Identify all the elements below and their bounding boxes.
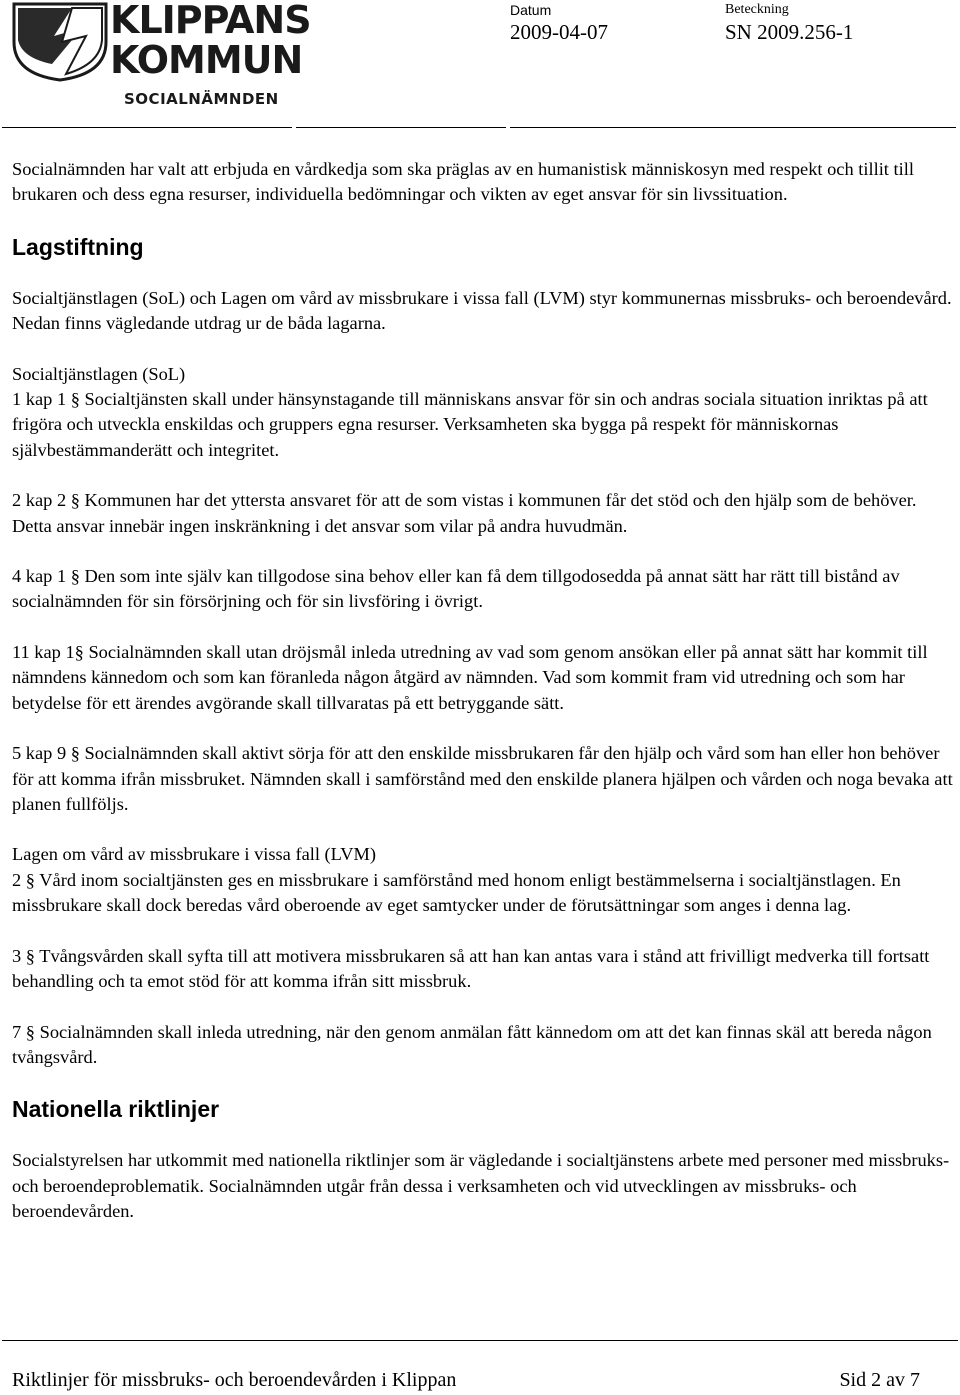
footer-document-title: Riktlinjer för missbruks- och beroendevården i Klippan [12, 1369, 457, 1391]
lagstiftning-paragraph: Socialtjänstlagen (SoL) och Lagen om vård av missbrukare i vissa fall (LVM) styr kommunernas missbruks- och beroendevård. Nedan finns vägledande utdrag ur de båda lagarna. [12, 287, 952, 334]
sol-5kap9-paragraph: 5 kap 9 § Socialnämnden skall aktivt sörja för att den enskilde missbrukaren får den hjälp och vård som han eller hon behöver för att komma ifrån missbruket. Nämnden skall i samförstånd med den enskilde planera hjälpen och vården och noga bevaka att planen fullföljs. [12, 743, 953, 814]
lvm-2-paragraph: 2 § Vård inom socialtjänsten ges en missbrukare i samförstånd med honom enligt bestämmelserna i socialtjänstlagen. En missbrukare skall dock beredas vård oberoende av eget samtycker under de förutsättningar som anges i denna lag. [12, 869, 901, 916]
sol-11kap1-paragraph: 11 kap 1§ Socialnämnden skall utan dröjsmål inleda utredning av vad som genom ansökan eller på annat sätt har kommit till nämndens kännedom och som kan föranleda någon åtgärd av nämnden. Vad som kommit fram vid utredning och som har betydelse för ett ärendes avgörande skall tillvaratas på ett betryggande sätt. [12, 642, 928, 713]
intro-paragraph: Socialnämnden har valt att erbjuda en vårdkedja som ska präglas av en humanistisk människosyn med respekt och tillit till brukaren och dess egna resurser, individuella bedömningar och vikten av eget ansvar för sin livssituation. [12, 159, 914, 205]
sol-title: Socialtjänstlagen (SoL) [12, 363, 186, 384]
reference-value: SN 2009.256-1 [725, 20, 854, 44]
sol-1kap1-paragraph: 1 kap 1 § Socialtjänsten skall under hänsynstagande till människans ansvar för sin och andras sociala situation inriktas på att frigöra och utveckla enskildas och gruppers egna resurser. Verksamheten ska bygga på respekt för människornas självbestämmanderätt och integritet. [12, 389, 928, 460]
nationella-paragraph: Socialstyrelsen har utkommit med nationella riktlinjer som är vägledande i socialtjänstens arbete med personer med missbruks- och beroendeproblematik. Socialnämnden utgår från dessa i verksamheten och vid utvecklingen av missbruks- och beroendevården. [12, 1150, 950, 1221]
header-rule-right [510, 127, 956, 128]
logo-line-klippans: KLIPPANS [110, 0, 311, 42]
sol-2kap2-paragraph: 2 kap 2 § Kommunen har det yttersta ansvaret för att de som vistas i kommunen får det stöd och den hjälp som de behöver. Detta ansvar innebär ingen inskränkning i det ansvar som vilar på andra huvudmän. [12, 490, 917, 536]
date-value: 2009-04-07 [510, 20, 608, 44]
document-body [12, 157, 954, 1250]
municipal-emblem-icon [12, 2, 108, 82]
date-label: Datum [510, 2, 552, 18]
logo-line-kommun: KOMMUN [110, 38, 303, 82]
footer-page-number: Sid 2 av 7 [839, 1369, 920, 1391]
footer-rule [2, 1340, 958, 1341]
lvm-7-paragraph: 7 § Socialnämnden skall inleda utredning, när den genom anmälan fått kännedom om att det kan finnas skäl att bereda någon tvångsvård. [12, 1021, 932, 1067]
header-rule-left [2, 127, 292, 128]
heading-nationella-riktlinjer: Nationella riktlinjer [12, 1096, 220, 1123]
reference-label: Beteckning [725, 2, 789, 17]
klippans-kommun-logo [12, 0, 311, 112]
logo-subtitle: SOCIALNÄMNDEN [124, 90, 279, 108]
header-rule-middle [296, 127, 506, 128]
lvm-3-paragraph: 3 § Tvångsvården skall syfta till att motivera missbrukaren så att han kan antas vara i stånd att frivilligt medverka till fortsatt behandling och ta emot stöd för att komma ifrån sitt missbruk. [12, 945, 930, 991]
lvm-title: Lagen om vård av missbrukare i vissa fall (LVM) [12, 844, 376, 865]
heading-lagstiftning: Lagstiftning [12, 233, 144, 260]
sol-4kap1-paragraph: 4 kap 1 § Den som inte själv kan tillgodose sina behov eller kan få dem tillgodosedda på annat sätt har rätt till bistånd av socialnämnden för sin försörjning och för sin livsföring i övrigt. [12, 566, 900, 612]
